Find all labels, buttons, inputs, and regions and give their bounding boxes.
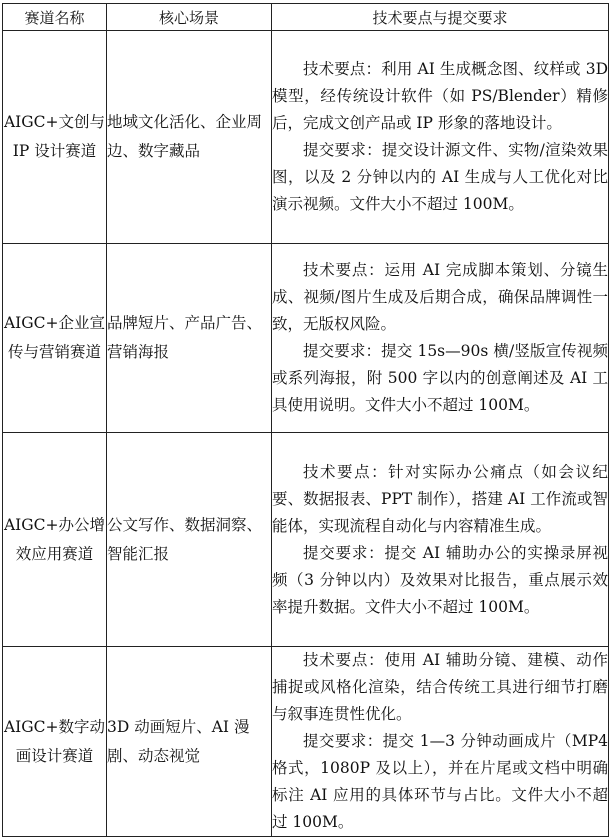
table-row bbox=[3, 31, 609, 244]
submit-requirements: 提交要求：提交 AI 辅助办公的实操录屏视频（3 分钟以内）及效果对比报告，重点展示效率提升数据。文件大小不超过 100M。 bbox=[272, 543, 608, 616]
track-name: AIGC+企业宣传与营销赛道 bbox=[3, 244, 107, 433]
header-row bbox=[3, 4, 609, 31]
track-table bbox=[2, 3, 609, 837]
track-name: AIGC+办公增效应用赛道 bbox=[3, 433, 107, 647]
table-row bbox=[3, 244, 609, 433]
core-scene: 地域文化活化、企业周边、数字藏品 bbox=[107, 31, 272, 244]
core-scene: 公文写作、数据洞察、智能汇报 bbox=[107, 433, 272, 647]
tech-points: 技术要点：使用 AI 辅助分镜、建模、动作捕捉或风格化渲染，结合传统工具进行细节打磨与叙事连贯性优化。 bbox=[272, 651, 608, 723]
tech-points: 技术要点：针对实际办公痛点（如会议纪要、数据报表、PPT 制作），搭建 AI 工作流或智能体，实现流程自动化与内容精准生成。 bbox=[272, 462, 608, 535]
submit-requirements: 提交要求：提交 1—3 分钟动画成片（MP4 格式，1080P 及以上），并在片尾或文档中明确标注 AI 应用的具体环节与占比。文件大小不超过 100M。 bbox=[272, 732, 608, 831]
table-row bbox=[3, 647, 609, 837]
tech-points: 技术要点：利用 AI 生成概念图、纹样或 3D 模型，经传统设计软件（如 PS/Blender）精修后，完成文创产品或 IP 形象的落地设计。 bbox=[272, 60, 608, 132]
tech-points: 技术要点：运用 AI 完成脚本策划、分镜生成、视频/图片生成及后期合成，确保品牌调性一致，无版权风险。 bbox=[272, 261, 608, 333]
core-scene: 品牌短片、产品广告、营销海报 bbox=[107, 244, 272, 433]
track-name: AIGC+文创与 IP 设计赛道 bbox=[3, 31, 107, 244]
submit-requirements: 提交要求：提交 15s—90s 横/竖版宣传视频或系列海报，附 500 字以内的创意阐述及 AI 工具使用说明。文件大小不超过 100M。 bbox=[272, 342, 608, 414]
requirements-cell bbox=[272, 244, 609, 433]
header-track-name: 赛道名称 bbox=[3, 4, 107, 31]
track-name: AIGC+数字动画设计赛道 bbox=[3, 647, 107, 837]
header-core-scene: 核心场景 bbox=[107, 4, 272, 31]
requirements-cell bbox=[272, 647, 609, 837]
core-scene: 3D 动画短片、AI 漫剧、动态视觉 bbox=[107, 647, 272, 837]
requirements-cell bbox=[272, 31, 609, 244]
table-row bbox=[3, 433, 609, 647]
submit-requirements: 提交要求：提交设计源文件、实物/渲染效果图，以及 2 分钟以内的 AI 生成与人工优化对比演示视频。文件大小不超过 100M。 bbox=[272, 141, 608, 213]
header-requirements: 技术要点与提交要求 bbox=[272, 4, 609, 31]
requirements-cell bbox=[272, 433, 609, 647]
